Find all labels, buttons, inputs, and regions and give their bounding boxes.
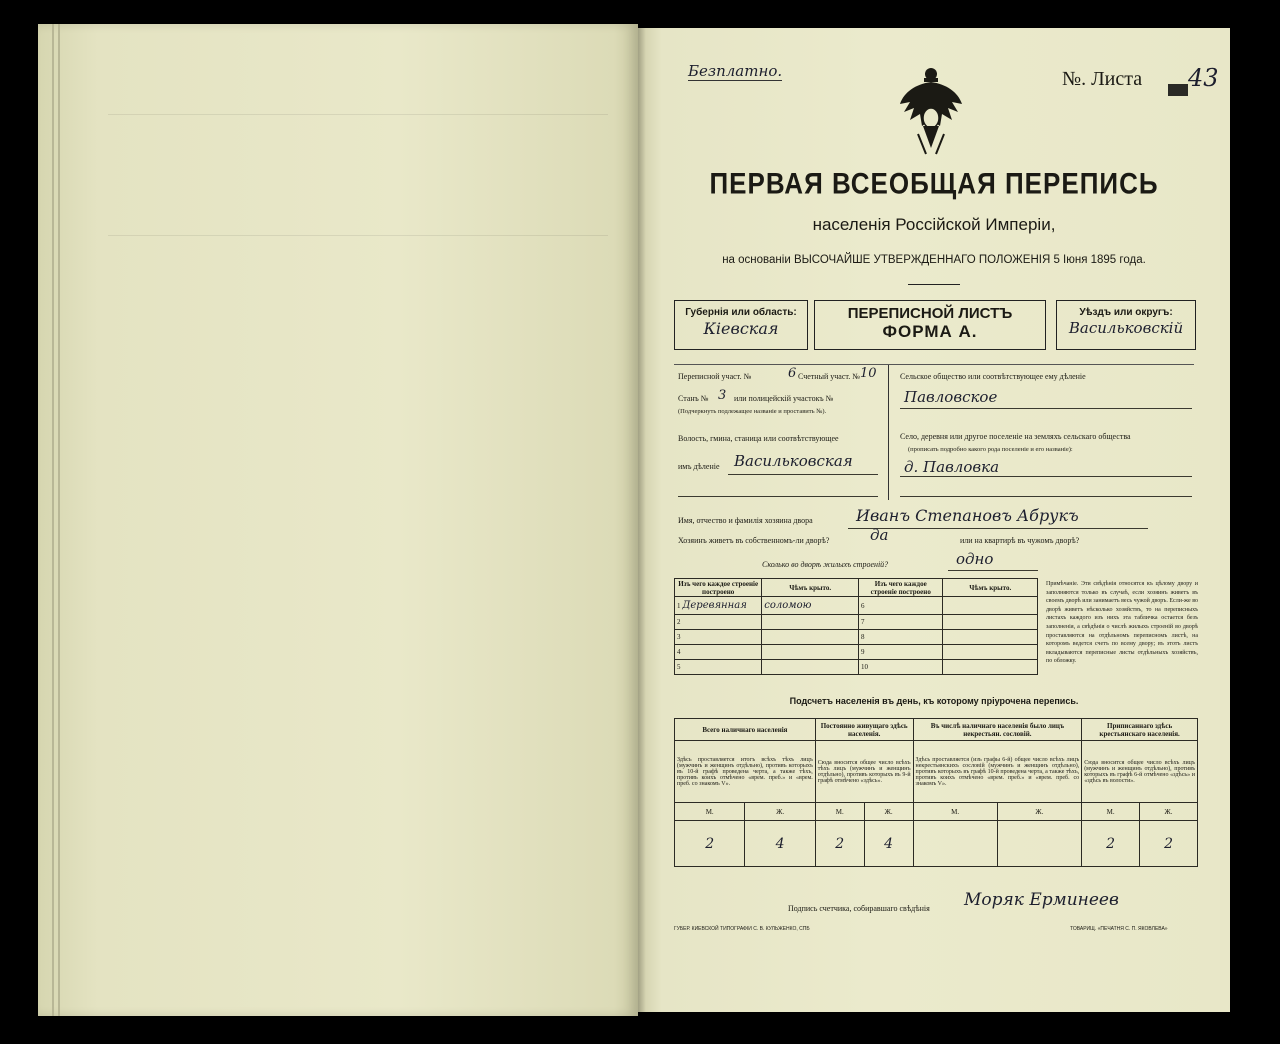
village-underline-2: [900, 496, 1192, 497]
province-value: Кіевская: [703, 319, 779, 338]
table-row: [675, 645, 1038, 660]
rented-label: или на квартирѣ въ чужомъ дворѣ?: [960, 536, 1080, 545]
own-house-label: Хозяинъ живетъ въ собственномъ-ли дворѣ?: [678, 536, 830, 545]
form-title-box: [814, 300, 1046, 350]
male-label: М.: [675, 803, 745, 821]
roof-header: Чѣмъ крыто.: [762, 579, 859, 597]
male-label: М.: [815, 803, 864, 821]
sheet-number-value: 43: [1188, 64, 1219, 92]
district-box: [1056, 300, 1196, 350]
left-page-blank: [38, 24, 638, 1016]
province-label: Губернія или область:: [685, 307, 797, 318]
society-underline: [900, 408, 1192, 409]
section-rule: [674, 364, 1194, 365]
volost-label-2: имъ дѣленіе: [678, 462, 720, 471]
material-header: Изъ чего каждое строеніе построено: [675, 579, 762, 597]
page-edge: [52, 24, 54, 1016]
district-value: Васильковскій: [1068, 319, 1184, 337]
column-divider: [888, 364, 889, 500]
district-label: Уѣздъ или округъ:: [1079, 307, 1173, 318]
female-count: [997, 821, 1081, 867]
tally-description: Сюда вносится общее число всѣхъ лицъ (мужчинъ и женщинъ отдѣльно), противъ которыхъ въ графѣ 6-й отмѣчено «здѣсь» и «здѣсь въ волости».: [1082, 741, 1198, 803]
left-imprint: ГУБЕР. КИЕВСКОЙ ТИПОГРАФІИ С. В. КУЛЬЖЕНКО, СПБ: [674, 926, 810, 932]
tally-header: Приписаннаго здѣсь крестьянскаго населенія.: [1082, 719, 1198, 741]
tally-header: Всего наличнаго населенія: [675, 719, 816, 741]
tally-table: [674, 718, 1198, 867]
table-row: [675, 660, 1038, 675]
row-number: 4: [675, 645, 762, 660]
buildings-underline: [948, 570, 1038, 571]
male-count: 2: [675, 821, 745, 867]
volost-underline-2: [678, 496, 878, 497]
tally-header: Въ числѣ наличнаго населенія было лицъ некрестьян. сословій.: [913, 719, 1082, 741]
census-district-label: Переписной участ. №: [678, 372, 752, 381]
census-district-value: 6: [788, 366, 797, 381]
village-underline: [900, 476, 1192, 477]
redacted-mark: [1168, 84, 1188, 96]
double-headed-eagle-icon: [896, 64, 966, 156]
male-label: М.: [1082, 803, 1140, 821]
row-number: 1: [677, 602, 681, 610]
owner-name-underline: [848, 528, 1148, 529]
volost-label: Волость, гмина, станица или соотвѣтствующее: [678, 434, 839, 443]
male-count: 2: [815, 821, 864, 867]
count-district-value: 10: [860, 366, 877, 381]
sheet-number-label: №. Листа: [1062, 68, 1143, 90]
page-edge: [58, 24, 60, 1016]
row-number: 10: [859, 660, 943, 675]
male-label: М.: [913, 803, 997, 821]
form-title-line-2: ФОРМА А.: [882, 322, 978, 341]
row-number: 9: [859, 645, 943, 660]
volost-value: Васильковская: [734, 452, 853, 470]
owner-name-value: Иванъ Степановъ Абрукъ: [856, 506, 1079, 525]
row-number: 7: [859, 615, 943, 630]
row-number: 2: [675, 615, 762, 630]
female-count: 4: [864, 821, 913, 867]
tally-description: Здѣсь проставляется итогъ всѣхъ тѣхъ лицъ (мужчинъ и женщинъ отдѣльно), противъ которыхъ въ 10-й графѣ проведена черта, а также тѣхъ, противъ коихъ отмѣчено «врем. преб.» и «врем. преб. со знакомъ V».: [675, 741, 816, 803]
form-title-line-1: ПЕРЕПИСНОЙ ЛИСТЪ: [847, 305, 1013, 322]
female-label: Ж.: [1140, 803, 1198, 821]
count-district-label: Счетный участ. №: [798, 372, 860, 381]
roof-header: Чѣмъ крыто.: [943, 579, 1038, 597]
female-count: 4: [745, 821, 815, 867]
village-note: (прописать подробно какого рода поселеніе и его названіе):: [908, 446, 1073, 453]
row-number: 5: [675, 660, 762, 675]
right-imprint: ТОВАРИЩ. «ПЕЧАТНЯ С. П. ЯКОВЛЕВА»: [1070, 926, 1168, 932]
female-label: Ж.: [745, 803, 815, 821]
roof-value: соломою: [764, 600, 812, 611]
police-label: или полицейскій участокъ №: [734, 394, 834, 403]
stan-value: 3: [718, 388, 727, 403]
buildings-table: [674, 578, 1038, 675]
stan-label: Станъ №: [678, 394, 709, 403]
buildings-label: Сколько во дворѣ жилыхъ строеній?: [762, 560, 889, 569]
volost-underline: [728, 474, 878, 475]
village-label: Село, деревня или другое поселеніе на земляхъ сельскаго общества: [900, 432, 1131, 441]
row-number: 8: [859, 630, 943, 645]
ornament-divider: [908, 284, 960, 285]
male-count: 2: [1082, 821, 1140, 867]
free-label: Безплатно.: [688, 62, 783, 80]
male-count: [913, 821, 997, 867]
owner-name-label: Имя, отчество и фамилія хозяина двора: [678, 516, 813, 525]
table-row: [675, 597, 1038, 615]
tally-header: Постоянно живущаго здѣсь населенія.: [815, 719, 913, 741]
census-form-page: [638, 28, 1230, 1012]
material-header: Изъ чего каждое строеніе построено: [859, 579, 943, 597]
buildings-note: Примѣчаніе. Эти свѣдѣнія относятся къ цѣлому двору и заполняются только въ случаѣ, если хозяинъ живетъ въ своемъ дворѣ или занимаетъ весь чужой дворъ. Если-же во дворѣ живетъ нѣсколько хозяйствъ, то на переписныхъ листахъ каждого изъ нихъ эта табличка остается безъ заполненія, а свѣдѣнія о числѣ жилыхъ строеній во дворѣ проставляются на отдѣльномъ переписномъ листѣ, на которомъ ведется счетъ по всему двору; въ этотъ листъ вкладываются переписные листы отдѣльныхъ хозяйствъ, по обложку.: [1046, 581, 1198, 665]
signature-label: Подпись счетчика, собиравшаго свѣдѣнія: [788, 904, 930, 913]
stan-note: (Подчеркнуть подлежащее названіе и проставить №).: [678, 408, 827, 415]
table-row: [675, 630, 1038, 645]
female-label: Ж.: [864, 803, 913, 821]
buildings-value: одно: [956, 550, 994, 568]
tally-title: Подсчетъ населенія въ день, къ которому пріурочена перепись.: [789, 696, 1079, 706]
female-label: Ж.: [997, 803, 1081, 821]
signature-value: Моряк Ерминеев: [964, 890, 1119, 910]
table-row: [675, 615, 1038, 630]
form-subtitle: населенія Россійской Имперіи,: [812, 215, 1056, 234]
row-number: 6: [859, 597, 943, 615]
legal-basis: на основаніи ВЫСОЧАЙШЕ УТВЕРЖДЕННАГО ПОЛОЖЕНІЯ 5 Іюня 1895 года.: [722, 254, 1146, 266]
tally-description: Сюда вносится общее число всѣхъ тѣхъ лицъ (мужчинъ и женщинъ отдѣльно), противъ которыхъ въ 9-й графѣ отмѣчено «здѣсь».: [815, 741, 913, 803]
own-house-value: да: [870, 526, 889, 544]
material-value: Деревянная: [682, 600, 747, 611]
row-number: 3: [675, 630, 762, 645]
province-box: [674, 300, 808, 350]
society-label: Сельское общество или соотвѣтствующее ему дѣленіе: [900, 372, 1086, 381]
tally-description: Здѣсь проставляется (изъ графы 6-й) общее число всѣхъ лицъ некрестьянскихъ сословій (мужчинъ и женщинъ отдѣльно), противъ которыхъ въ графѣ 10-й проведена черта, а также тѣхъ, противъ коихъ отмѣчено «врем. преб.» и «врем. преб. со знакомъ V».: [913, 741, 1082, 803]
form-title: ПЕРВАЯ ВСЕОБЩАЯ ПЕРЕПИСЬ: [709, 165, 1159, 201]
village-value: д. Павловка: [904, 458, 1000, 476]
show-through-text: [108, 114, 608, 236]
female-count: 2: [1140, 821, 1198, 867]
society-value: Павловское: [904, 388, 998, 406]
